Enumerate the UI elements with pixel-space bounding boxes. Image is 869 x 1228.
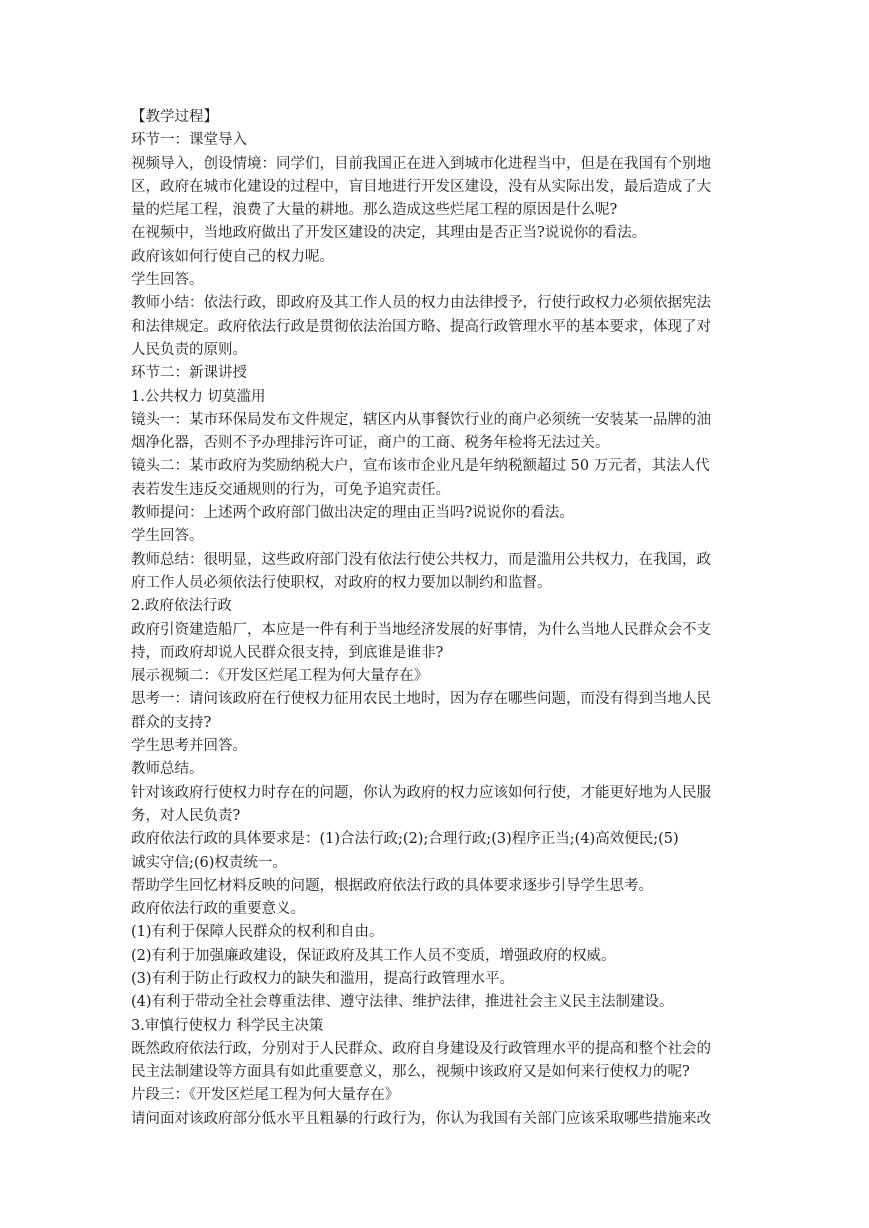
paragraph-line: 思考一：请问该政府在行使权力征用农民土地时，因为存在哪些问题，而没有得到当地人民 [131, 691, 711, 708]
subsection-heading: 1.公共权力 切莫滥用 [131, 388, 266, 405]
list-item: (1)有利于保障人民群众的权利和自由。 [131, 924, 384, 941]
paragraph-line: 持，而政府却说人民群众很支持，到底谁是谁非? [131, 644, 444, 661]
paragraph-line: 展示视频二：《开发区烂尾工程为何大量存在》 [131, 668, 429, 685]
paragraph-line: 区，政府在城市化建设的过程中，盲目地进行开发区建设，没有从实际出发，最后造成了大 [131, 178, 711, 195]
paragraph-line: 镜头二：某市政府为奖励纳税大户，宣布该市企业凡是年纳税额超过 50 万元者，其法人代 [131, 458, 710, 475]
paragraph-line: 政府依法行政的具体要求是：(1)合法行政;(2);合理行政;(3)程序正当;(4)高效便民;(5) [131, 831, 679, 848]
paragraph-line: 教师提问：上述两个政府部门做出决定的理由正当吗?说说你的看法。 [131, 505, 574, 522]
paragraph-line: 学生思考并回答。 [131, 738, 247, 755]
paragraph-line: 政府该如何行使自己的权力呢。 [131, 248, 334, 265]
list-item: (4)有利于带动全社会尊重法律、遵守法律、维护法律，推进社会主义民主法制建设。 [131, 994, 674, 1011]
paragraph-line: 务，对人民负责? [131, 807, 241, 824]
paragraph-line: 既然政府依法行政，分别对于人民群众、政府自身建设及行政管理水平的提高和整个社会的 [131, 1040, 711, 1057]
paragraph-line: 视频导入，创设情境：同学们，目前我国正在进入到城市化进程当中，但是在我国有个别地 [131, 155, 711, 172]
paragraph-line: 烟净化器，否则不予办理排污许可证，商户的工商、税务年检将无法过关。 [131, 435, 610, 452]
paragraph-line: 学生回答。 [131, 528, 204, 545]
paragraph-line: 府工作人员必须依法行使职权，对政府的权力要加以制约和监督。 [131, 574, 552, 591]
paragraph-line: 在视频中，当地政府做出了开发区建设的决定，其理由是否正当?说说你的看法。 [131, 225, 647, 242]
list-item: (3)有利于防止行政权力的缺失和滥用，提高行政管理水平。 [131, 970, 515, 987]
paragraph-line: 镜头一：某市环保局发布文件规定，辖区内从事餐饮行业的商户必须统一安装某一品牌的油 [131, 411, 711, 428]
paragraph-line: 片段三：《开发区烂尾工程为何大量存在》 [131, 1087, 400, 1104]
paragraph-line: 和法律规定。政府依法行政是贯彻依法治国方略、提高行政管理水平的基本要求，体现了对 [131, 318, 711, 335]
document-body [131, 106, 743, 1131]
paragraph-line: 帮助学生回忆材料反映的问题，根据政府依法行政的具体要求逐步引导学生思考。 [131, 877, 653, 894]
paragraph-line: 针对该政府行使权力时存在的问题，你认为政府的权力应该如何行使，才能更好地为人民服 [131, 784, 711, 801]
subsection-heading: 2.政府依法行政 [131, 598, 232, 615]
step-heading: 环节一：课堂导入 [131, 132, 247, 149]
paragraph-line: 表若发生违反交通规则的行为，可免予追究责任。 [131, 481, 450, 498]
paragraph-line: 群众的支持? [131, 714, 212, 731]
paragraph-line: 请问面对该政府部分低水平且粗暴的行政行为，你认为我国有关部门应该采取哪些措施来改 [131, 1110, 711, 1127]
paragraph-line: 诚实守信;(6)权责统一。 [131, 854, 287, 871]
list-item: (2)有利于加强廉政建设，保证政府及其工作人员不变质，增强政府的权威。 [131, 947, 616, 964]
paragraph-line: 政府依法行政的重要意义。 [131, 901, 305, 918]
paragraph-line: 政府引资建造船厂，本应是一件有利于当地经济发展的好事情，为什么当地人民群众会不支 [131, 621, 711, 638]
paragraph-line: 教师总结：很明显，这些政府部门没有依法行使公共权力，而是滥用公共权力，在我国，政 [131, 551, 711, 568]
step-heading: 环节二：新课讲授 [131, 365, 247, 382]
paragraph-line: 教师小结：依法行政，即政府及其工作人员的权力由法律授予，行使行政权力必须依据宪法 [131, 295, 711, 312]
paragraph-line: 学生回答。 [131, 272, 204, 289]
paragraph-line: 人民负责的原则。 [131, 341, 247, 358]
section-heading: 【教学过程】 [131, 109, 218, 125]
paragraph-line: 民主法制建设等方面具有如此重要意义，那么，视频中该政府又是如何来行使权力的呢? [131, 1064, 690, 1081]
paragraph-line: 量的烂尾工程，浪费了大量的耕地。那么造成这些烂尾工程的原因是什么呢? [131, 202, 618, 219]
paragraph-line: 教师总结。 [131, 761, 204, 778]
subsection-heading: 3.审慎行使权力 科学民主决策 [131, 1017, 324, 1034]
